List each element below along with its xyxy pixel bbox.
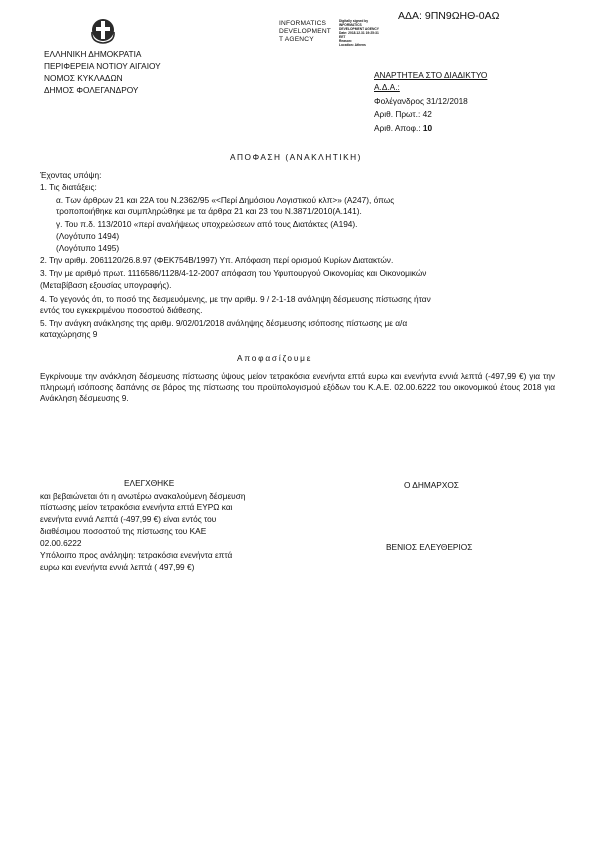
issuer-line-2: ΠΕΡΙΦΕΡΕΙΑ ΝΟΤΙΟΥ ΑΙΓΑΙΟΥ [44, 61, 161, 71]
item-1a-line-1: α. Των άρθρων 21 και 22Α του Ν.2362/95 «<Περί Δημόσιου Λογιστικού κλπ>» (Α247), όπως [56, 195, 395, 205]
considering-label: Έχοντας υπόψη: [40, 170, 102, 180]
stamp-line-2: DEVELOPMENT [279, 28, 332, 35]
item-4-line-1: 4. Το γεγονός ότι, το ποσό της δεσμευόμενης, με την αριθμ. 9 / 2-1-18 ανάληψη δέσμευσης πίστωσης ήταν [40, 294, 431, 304]
item-1a-line-2: τροποποιήθηκε και συμπληρώθηκε με τα άρθρα 21 και 23 του Ν.3871/2010(Α.141). [56, 206, 362, 216]
decision-body: Εγκρίνουμε την ανάκληση δέσμευσης πίστωσης ύψους μείον τετρακόσια ενενήντα επτά ευρω και ενενήντα εννιά λεπτά (-497,99 €) για την πληρωμή ισόποσης δαπάνης σε βάρος της πίστωσης του προϋπολογισμού εξόδων του Κ.Α.Ε. 02.00.6222 του οικονομικού έτους 2018 για Ανάκληση δέσμευσης 9. [40, 371, 555, 403]
decision-number: 10 [422, 123, 433, 133]
issuer-line-3: ΝΟΜΟΣ ΚΥΚΛΑΔΩΝ [44, 73, 123, 83]
item-1: 1. Τις διατάξεις: [40, 182, 97, 192]
stamp-line-1: INFORMATICS [279, 20, 327, 27]
issuer-line-4: ΔΗΜΟΣ ΦΟΛΕΓΑΝΔΡΟΥ [44, 85, 139, 95]
ada-header: ΑΔΑ: 9ΠΝ9ΩΗΘ-0ΑΩ [398, 10, 500, 22]
checked-line-3: ενενήντα εννιά Λεπτά (-497,99 €) είναι εντός του [40, 514, 217, 524]
item-3-line-2: (Μεταβίβαση εξουσίας υπογραφής). [40, 280, 172, 290]
stamp-small-2: INFORMATICS [339, 23, 362, 27]
item-3-line-1: 3. Την με αριθμό πρωτ. 1116586/1128/4-12-2007 απόφαση του Υφυπουργού Οικονομίας και Οικονομικών [40, 268, 427, 278]
stamp-small-5: EET [339, 35, 346, 39]
checked-line-6: Υπόλοιπο προς ανάληψη: τετρακόσια ενενήντα επτά [40, 550, 233, 560]
item-1-ref-1: (Λογότυπο 1494) [56, 231, 120, 241]
issuer-line-1: ΕΛΛΗΝΙΚΗ ΔΗΜΟΚΡΑΤΙΑ [44, 49, 142, 59]
mayor-heading: Ο ΔΗΜΑΡΧΟΣ [404, 480, 459, 490]
protocol-number: Αριθ. Πρωτ.: 42 [374, 109, 432, 119]
item-4-line-2: εντός του εγκεκριμένου ποσοστού διάθεσης. [40, 305, 203, 315]
item-1-ref-2: (Λογότυπο 1495) [56, 243, 120, 253]
stamp-small-1: Digitally signed by [339, 19, 369, 23]
item-5-line-2: καταχώρησης 9 [40, 329, 98, 339]
decide-heading: Αποφασίζουμε [237, 353, 313, 363]
stamp-line-3: T AGENCY [279, 36, 314, 43]
checked-line-2: πίστωσης μείον τετρακόσια ενενήντα επτά ΕΥΡΩ και [40, 502, 233, 512]
stamp-small-6: Reason: [339, 39, 353, 43]
checked-line-1: και βεβαιώνεται ότι η ανωτέρω ανακαλούμενη δέσμευση [40, 491, 246, 501]
item-2: 2. Την αριθμ. 2061120/26.8.97 (ΦΕΚ754Β/1997) Υπ. Απόφαση περί ορισμού Κυρίων Διατακτών. [40, 255, 394, 265]
stamp-small-4: Date: 2018.12.31 19:25:31 [339, 31, 379, 35]
checked-heading: ΕΛΕΓΧΘΗΚΕ [124, 478, 175, 488]
checked-line-7: ευρω και ενενήντα εννιά λεπτά ( 497,99 €) [40, 562, 195, 572]
ada-label: Α.Δ.Α.: [374, 82, 400, 92]
stamp-small-7: Location: Athens [339, 43, 366, 47]
item-1g: γ. Του π.δ. 113/2010 «περί αναλήψεως υποχρεώσεων από τους Διατάκτες (Α194). [56, 219, 358, 229]
checked-line-5: 02.00.6222 [40, 538, 82, 548]
posted-online-label: ΑΝΑΡΤΗΤΕΑ ΣΤΟ ΔΙΑΔΙΚΤΥΟ [374, 70, 488, 80]
stamp-small-3: DEVELOPMENT AGENCY [339, 27, 379, 31]
checked-line-4: διαθέσιμου ποσοστού της πίστωσης του ΚΑΕ [40, 526, 207, 536]
decision-number-line [374, 123, 432, 134]
mayor-name: ΒΕΝΙΟΣ ΕΛΕΥΘΕΡΙΟΣ [386, 542, 473, 552]
document-title: ΑΠΟΦΑΣΗ (ΑΝΑΚΛΗΤΙΚΗ) [230, 152, 362, 162]
decision-label: Αριθ. Αποφ.: [374, 123, 421, 133]
greek-emblem-icon [90, 16, 116, 44]
place-date: Φολέγανδρος 31/12/2018 [374, 96, 468, 106]
item-5-line-1: 5. Την ανάγκη ανάκλησης της αριθμ. 9/02/01/2018 ανάληψης δέσμευσης ισόποσης πίστωσης με α/α [40, 318, 408, 328]
